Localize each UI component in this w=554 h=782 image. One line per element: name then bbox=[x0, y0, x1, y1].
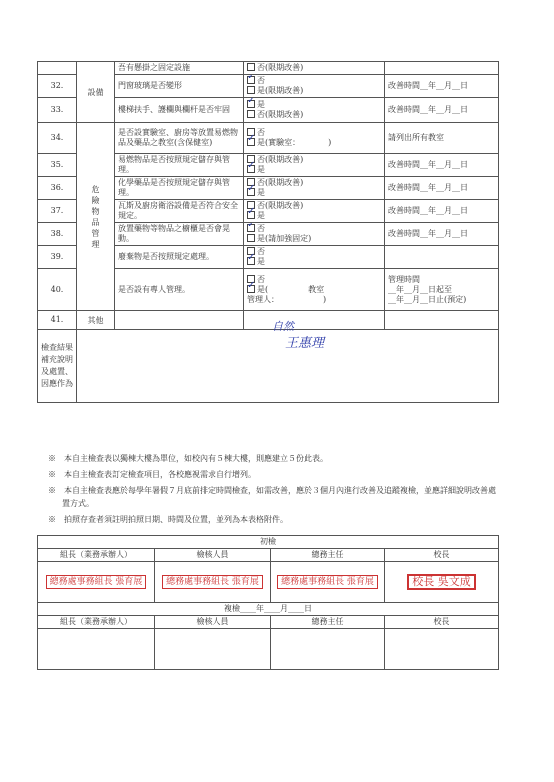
option-label: 是 bbox=[257, 211, 265, 220]
checkbox[interactable] bbox=[247, 110, 255, 118]
remark-line: __年__月__日止(預定) bbox=[388, 294, 467, 304]
row-number: 39. bbox=[38, 246, 77, 269]
item-description: 瓦斯及廚房衛浴設備是否符合安全規定。 bbox=[115, 200, 244, 223]
option-label: 是 bbox=[257, 165, 265, 174]
option-line bbox=[247, 257, 381, 267]
checked-checkbox[interactable] bbox=[247, 100, 255, 108]
checked-checkbox[interactable] bbox=[247, 188, 255, 196]
checked-checkbox[interactable] bbox=[247, 165, 255, 173]
option-line bbox=[247, 295, 381, 305]
option-label: 否(限期改善) bbox=[257, 63, 304, 72]
options-cell bbox=[244, 154, 385, 177]
recheck-sign-principal[interactable] bbox=[385, 629, 499, 670]
remark-cell: 請列出所有教室 bbox=[385, 123, 499, 154]
red-seal-stamp: 總務處事務組長 張育展 bbox=[46, 575, 147, 589]
option-line bbox=[247, 110, 381, 120]
remark-cell bbox=[385, 62, 499, 75]
remark-cell: 改善時間__年__月__日 bbox=[385, 177, 499, 200]
item-description: 是否設有專人管理。 bbox=[115, 269, 244, 311]
options-cell bbox=[244, 223, 385, 246]
initial-sign-director bbox=[271, 562, 385, 603]
option-label: 否(限期改善) bbox=[257, 110, 304, 119]
note-3: ※ 本自主檢查表應於每學年暑假７月底前排定時間檢查，如需改善，應於３個月內進行改善及追蹤複檢，並應詳細說明改善處置方式。 bbox=[48, 486, 496, 508]
option-label: 是 bbox=[257, 188, 265, 197]
option-line bbox=[247, 247, 381, 257]
row-number: 38. bbox=[38, 223, 77, 246]
option-label: 否 bbox=[257, 247, 265, 256]
recheck-sign-director[interactable] bbox=[271, 629, 385, 670]
other-item bbox=[115, 311, 244, 330]
option-line bbox=[247, 188, 381, 198]
initial-header-principal: 校長 bbox=[385, 549, 499, 562]
option-label: 否(限期改善) bbox=[257, 201, 304, 210]
item-description: 樓梯扶手、護欄與欄杆是否牢固 bbox=[115, 98, 244, 123]
item-description: 吾有懸掛之固定設施 bbox=[115, 62, 244, 75]
option-line bbox=[247, 224, 381, 234]
row-number: 33. bbox=[38, 98, 77, 123]
options-cell bbox=[244, 62, 385, 75]
option-line bbox=[247, 76, 381, 86]
option-line bbox=[247, 275, 381, 285]
remark-line: __年__月__日起至 bbox=[388, 284, 452, 294]
option-label: 是( 教室 bbox=[257, 284, 325, 294]
item-description: 廢棄物是否按照規定處理。 bbox=[115, 246, 244, 269]
option-label: 是 bbox=[257, 257, 265, 266]
principal-seal-stamp: 校長 吳文成 bbox=[407, 574, 476, 590]
option-label: 否(限期改善) bbox=[257, 155, 304, 164]
options-cell bbox=[244, 75, 385, 98]
recheck-header-leader: 組長（業務承辦人） bbox=[38, 616, 155, 629]
row-number: 32. bbox=[38, 75, 77, 98]
option-label: 是(限期改善) bbox=[257, 86, 304, 95]
option-line bbox=[247, 128, 381, 138]
option-line bbox=[247, 178, 381, 188]
option-line bbox=[247, 285, 381, 295]
item-description: 易燃物品是否按照規定儲存與管理。 bbox=[115, 154, 244, 177]
row-number: 40. bbox=[38, 269, 77, 311]
table-row bbox=[38, 123, 499, 154]
category-hazardous-goods: 危險物品管理 bbox=[77, 123, 115, 311]
option-line bbox=[247, 211, 381, 221]
signature-table bbox=[37, 535, 499, 670]
row-number: 41. bbox=[38, 311, 77, 330]
handwritten-manager-name: 王惠理 bbox=[285, 336, 325, 351]
remark-cell: 改善時間__年__月__日 bbox=[385, 223, 499, 246]
checkbox[interactable] bbox=[247, 86, 255, 94]
options-cell bbox=[244, 246, 385, 269]
recheck-title: 複檢____年____月____日 bbox=[38, 603, 499, 616]
checkbox[interactable] bbox=[247, 234, 255, 242]
other-remark bbox=[385, 311, 499, 330]
other-label: 其他 bbox=[77, 311, 115, 330]
option-label: 否 bbox=[257, 128, 265, 137]
checked-checkbox[interactable] bbox=[247, 257, 255, 265]
options-cell bbox=[244, 177, 385, 200]
recheck-header-checker: 檢核人員 bbox=[155, 616, 271, 629]
remark-cell: 改善時間__年__月__日 bbox=[385, 98, 499, 123]
row-number: 37. bbox=[38, 200, 77, 223]
option-line bbox=[247, 86, 381, 96]
remark-cell: 改善時間__年__月__日 bbox=[385, 75, 499, 98]
note-2: ※ 本自主檢查表訂定檢查項目，各校應視需求自行增列。 bbox=[48, 470, 256, 479]
remark-line: 管理時間 bbox=[388, 274, 420, 284]
initial-sign-leader bbox=[38, 562, 155, 603]
table-row bbox=[38, 311, 499, 330]
remark-cell: 改善時間__年__月__日 bbox=[385, 154, 499, 177]
checked-checkbox[interactable] bbox=[247, 138, 255, 146]
row-number bbox=[38, 62, 77, 75]
option-label: 否 bbox=[257, 274, 265, 284]
initial-check-title: 初檢 bbox=[38, 536, 499, 549]
red-seal-stamp: 總務處事務組長 張育展 bbox=[277, 575, 378, 589]
options-cell bbox=[244, 200, 385, 223]
recheck-header-director: 總務主任 bbox=[271, 616, 385, 629]
checked-checkbox[interactable] bbox=[247, 224, 255, 232]
checked-checkbox[interactable] bbox=[247, 211, 255, 219]
initial-header-director: 總務主任 bbox=[271, 549, 385, 562]
row-number: 36. bbox=[38, 177, 77, 200]
option-line bbox=[247, 165, 381, 175]
initial-sign-checker bbox=[155, 562, 271, 603]
row-number: 34. bbox=[38, 123, 77, 154]
table-row bbox=[38, 62, 499, 75]
item-description: 放置藥物等物品之櫥櫃是否會晃動。 bbox=[115, 223, 244, 246]
handwritten-lab-name: 自然 bbox=[272, 320, 294, 333]
initial-header-checker: 檢核人員 bbox=[155, 549, 271, 562]
inspection-table bbox=[37, 61, 499, 403]
option-label: 管理人： ) bbox=[247, 294, 327, 304]
notes-section bbox=[48, 452, 498, 529]
note-4: ※ 拍照存查者須註明拍照日期、時間及位置，並列為本表格附件。 bbox=[48, 515, 288, 524]
result-label: 檢查結果補充說明及處置、因應作為 bbox=[38, 330, 77, 403]
option-line bbox=[247, 234, 381, 244]
options-cell bbox=[244, 269, 385, 311]
category-equipment: 設備 bbox=[77, 62, 115, 123]
initial-sign-principal bbox=[385, 562, 499, 603]
initial-header-leader: 組長（業務承辦人） bbox=[38, 549, 155, 562]
item-description: 化學藥品是否按照規定儲存與管理。 bbox=[115, 177, 244, 200]
recheck-sign-leader[interactable] bbox=[38, 629, 155, 670]
recheck-sign-checker[interactable] bbox=[155, 629, 271, 670]
option-label: 是(實驗室： ) bbox=[257, 138, 332, 147]
remark-cell bbox=[385, 269, 499, 311]
item-description: 門窗玻璃是否變形 bbox=[115, 75, 244, 98]
red-seal-stamp: 總務處事務組長 張育展 bbox=[162, 575, 263, 589]
result-row bbox=[38, 330, 499, 403]
row-number: 35. bbox=[38, 154, 77, 177]
options-cell bbox=[244, 123, 385, 154]
checked-checkbox[interactable] bbox=[247, 285, 255, 293]
checkbox[interactable] bbox=[247, 63, 255, 71]
remark-cell bbox=[385, 246, 499, 269]
option-label: 是(請加強固定) bbox=[257, 234, 312, 243]
option-label: 否(限期改善) bbox=[257, 178, 304, 187]
option-line bbox=[247, 100, 381, 110]
recheck-header-principal: 校長 bbox=[385, 616, 499, 629]
option-line bbox=[247, 63, 381, 73]
other-options bbox=[244, 311, 385, 330]
option-line bbox=[247, 155, 381, 165]
option-label: 是 bbox=[257, 100, 265, 109]
option-label: 否 bbox=[257, 76, 265, 85]
option-line bbox=[247, 138, 381, 148]
note-1: ※ 本自主檢查表以獨棟大樓為單位，如校內有５棟大樓，則應建立５份此表。 bbox=[48, 454, 328, 463]
options-cell bbox=[244, 98, 385, 123]
option-line bbox=[247, 201, 381, 211]
checked-checkbox[interactable] bbox=[247, 76, 255, 84]
option-label: 否 bbox=[257, 224, 265, 233]
remark-cell: 改善時間__年__月__日 bbox=[385, 200, 499, 223]
item-description: 是否設實驗室、廚房等放置易燃物品及藥品之教室(含保健室) bbox=[115, 123, 244, 154]
